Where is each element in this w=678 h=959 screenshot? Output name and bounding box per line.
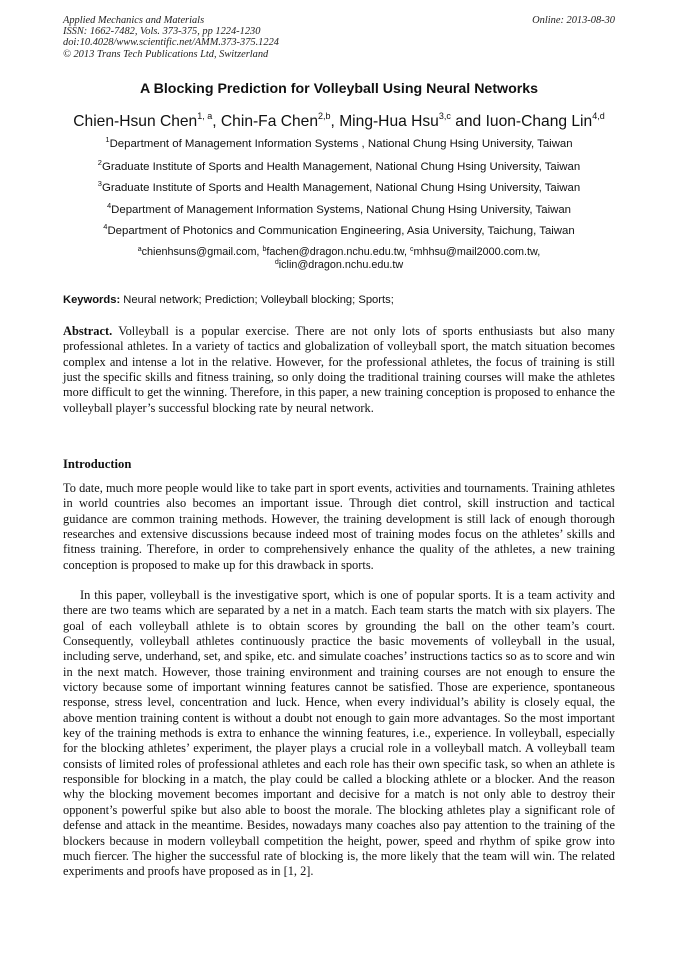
paragraph: To date, much more people would like to take part in sport events, activities and tournaments. Training athletes in world countries also becomes an important issue. Through diet control, skill instruction and tactical guidance are common training methods. However, the training development is still lack of enough thorough researches and extensive discussions because indeed most of training modes focus on the athletes’ skills and fitness training. Therefore, in order to comprehensively enhance the quality of the athletes, a new training conception is proposed to make up for this drawback in sports. [63,481,615,572]
journal-header [63,15,615,60]
keywords-text: Neural network; Prediction; Volleyball blocking; Sports; [120,294,394,306]
affiliation [0,135,678,150]
affiliation-marker: 4 [103,222,108,231]
affiliation-marker: 2 [97,158,102,167]
affiliation-marker: 3 [97,179,102,188]
affiliation-text-suffix: , National Chung Hsing University, Taiwan [358,138,573,150]
doi-line: doi:10.4028/www.scientific.net/AMM.373-375.1224 [63,37,279,49]
author-list [0,113,678,131]
affiliation-marker: 1 [105,135,110,144]
author-name: Ming-Hua Hsu [339,113,439,130]
copyright-line: © 2013 Trans Tech Publications Ltd, Switzerland [63,48,269,60]
email-list [0,246,678,272]
author-marker: 1, a [197,111,213,121]
affiliation-text: Graduate Institute of Sports and Health Management, National Chung Hsing University, Taiwan [101,161,581,173]
affiliation [0,201,678,216]
paragraph: In this paper, volleyball is the investigative sport, which is one of popular sports. It is a team activity and there are two teams which are separated by a net in a match. Each team starts the match with six players. The goal of each volleyball athlete is to obtain scores by grounding the ball on the other team’s court. Consequently, volleyball athletes continuously practice the basic movements of volleyball in the usual, including serve, underhand, set, and spike, etc. and simulate coaches’ instructions tactics so as to score and win in the next match. However, those training environment and training courses are not enough to ensure the victory because some of important winning features cannot be satisfied. Those are experience, spontaneous response, stress level, concentration and luck. Hence, when every individual’s ability is closely equal, the above mention training content is without a doubt not enough to gain more advantages. So the most important key of the training methods is extra to enhance the winning features, i.e., experience. In volleyball, especially for the blocking athletes’ experiment, the player plays a crucial role in a volleyball match. A volleyball team consists of limited roles of professional athletes and each role has their own specific task, so when an athlete is responsible for blocking in a match, the play could be called a blocking athlete or a blocker. And the reason why the blocking movement becomes important and decisive for a match is not only able to destroy their opponent’s powerful spike but also able to boost the morale. The blocking athletes play a significant role of defense and attack in the meantime. Besides, nowadays many coaches also pay attention to the training of the blockers because in modern volleyball competition the height, power, speed and rhythm of spike grow into much fiercer. The higher the successful rate of blocking is, the more likely that the team will win. The related experiments and proofs have proposed as in [1, 2]. [63,588,615,879]
paper-title: A Blocking Prediction for Volleyball Using Neural Networks [139,81,539,97]
journal-name: Applied Mechanics and Materials [63,15,205,26]
keywords-label: Keywords: [63,294,121,306]
affiliation [0,179,678,194]
abstract [63,324,615,416]
author-name: Chin-Fa Chen [220,113,318,130]
email-link[interactable]: iclin@dragon.nchu.edu.tw [278,259,404,271]
keywords [63,294,615,306]
email-marker: c [409,246,414,253]
affiliation-marker: 4 [106,201,112,210]
online-date: Online: 2013-08-30 [532,15,615,26]
section-heading-introduction: Introduction [63,457,132,471]
author-separator: and [450,113,486,130]
affiliation [0,158,678,173]
affiliation-text: Department of Management Information Systems [109,138,359,150]
author-separator: , [212,113,221,130]
author-separator: , [330,113,340,130]
email-link[interactable]: chienhsuns@gmail.com, [141,246,263,258]
email-link[interactable]: mhhsu@mail2000.com.tw, [413,246,541,258]
affiliation-text: Department of Photonics and Communication Engineering, Asia University, Taichung, Taiwan [107,225,575,237]
author-marker: 2,b [318,111,331,121]
abstract-label: Abstract. [63,324,113,338]
email-link[interactable]: fachen@dragon.nchu.edu.tw, [266,246,410,258]
email-marker: a [137,246,142,253]
affiliation-text: Graduate Institute of Sports and Health Management, National Chung Hsing University, Taiwan [101,182,581,194]
affiliation-text: Department of Management Information Systems, National Chung Hsing University, Taiwan [111,204,572,216]
author-marker: 3,c [438,111,451,121]
email-marker: b [262,246,267,253]
author-name: Chien-Hsun Chen [73,113,198,130]
affiliation [0,222,678,237]
issn-line: ISSN: 1662-7482, Vols. 373-375, pp 1224-1230 [63,26,261,38]
author-marker: 4,d [592,111,605,121]
author-name: Iuon-Chang Lin [485,113,593,130]
email-marker: d [274,259,279,266]
abstract-text: Volleyball is a popular exercise. There are not only lots of sports enthusiasts but also many professional athletes. In a variety of tactics and globalization of volleyball sport, the match situation becomes complex and intense a lot in the relative. However, for the professional athletes, the focus of training is still just the specific skills and fitness training, so only doing the traditional training courses will make the athletes more difficult to get the winning. Therefore, in this paper, a new training conception is proposed to enhance the volleyball player’s successful blocking rate by neural network. [63,324,615,415]
